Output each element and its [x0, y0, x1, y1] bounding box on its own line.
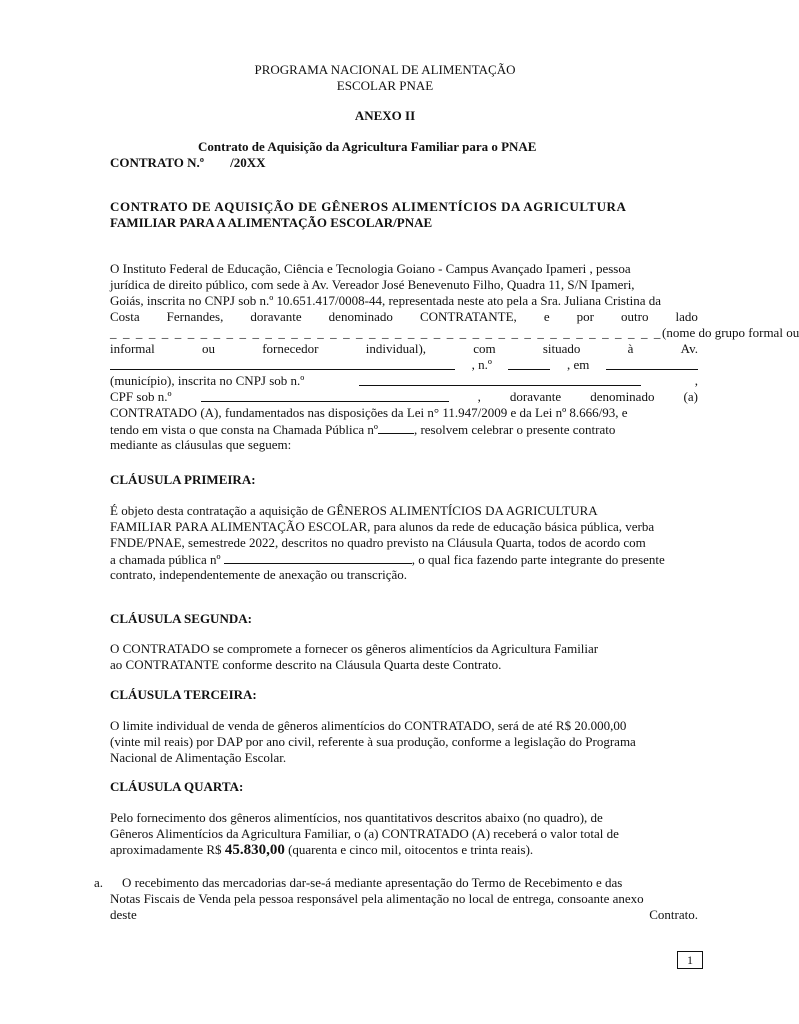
item-line: Notas Fiscais de Venda pela pessoa responsável pela alimentação no local de entrega, consoante anexo [110, 891, 644, 906]
clause-line: Gêneros Alimentícios da Agricultura Familiar, o (a) CONTRATADO (A) receberá o valor total de [110, 826, 619, 841]
intro-line-justified: informal ou fornecedor individual), com situado à Av. [110, 341, 698, 356]
intro-line: CONTRATADO (A), fundamentados nas disposições da Lei n° 11.947/2009 e da Lei nº 8.666/93, e [110, 405, 628, 420]
intro-line-address: , n.º , em [110, 357, 698, 373]
intro-line: tendo em vista o que consta na Chamada Pública nº , resolvem celebrar o presente contrato [110, 422, 616, 437]
item-line: O recebimento das mercadorias dar-se-á mediante apresentação do Termo de Recebimento e das [122, 875, 623, 890]
item-a-body [110, 875, 698, 923]
clause-line: ao CONTRATANTE conforme descrito na Cláusula Quarta deste Contrato. [110, 657, 502, 672]
contract-heading: Contrato de Aquisição da Agricultura Familiar para o PNAE [198, 139, 537, 154]
blank-cpf [201, 389, 449, 402]
clause-line: FAMILIAR PARA ALIMENTAÇÃO ESCOLAR, para alunos da rede de educação básica pública, verba [110, 519, 655, 534]
clause-line: FNDE/PNAE, semestrede 2022, descritos no quadro previsto na Cláusula Quarta, todos de acordo com [110, 535, 646, 550]
blank-cnpj [359, 373, 641, 386]
clause3-body [110, 718, 698, 766]
main-title-line2: FAMILIAR PARA A ALIMENTAÇÃO ESCOLAR/PNAE [110, 215, 433, 230]
contract-number-value: /20XX [230, 155, 266, 170]
blank-call-number [378, 421, 414, 434]
clause-line: Nacional de Alimentação Escolar. [110, 750, 287, 765]
clause-line: O CONTRATADO se compromete a fornecer os gêneros alimentícios da Agricultura Familiar [110, 641, 599, 656]
clause1-title: CLÁUSULA PRIMEIRA: [110, 472, 256, 487]
program-header [0, 62, 770, 94]
annex-title: ANEXO II [354, 108, 416, 123]
intro-line: Goiás, inscrita no CNPJ sob n.º 10.651.417/0008-44, representada neste ato pela a Sra. Juliana Cristina da [110, 293, 662, 308]
intro-paragraph [110, 261, 799, 453]
item-line-justified: deste Contrato. [110, 907, 698, 922]
intro-line: jurídica de direito público, com sede à Av. Vereador José Benevenuto Filho, Quadra 11, S/N Ipameri, [110, 277, 635, 292]
total-value: 45.830,00 [224, 842, 285, 858]
main-title [110, 199, 698, 231]
clause4-title: CLÁUSULA QUARTA: [110, 779, 244, 794]
clause4-body [110, 810, 698, 860]
intro-line: mediante as cláusulas que seguem: [110, 437, 292, 452]
clause2-body [110, 641, 698, 673]
clause-line-total-value: aproximadamente R$ 45.830,00 (quarenta e cinco mil, oitocentos e trinta reais). [110, 842, 534, 858]
clause3-title: CLÁUSULA TERCEIRA: [110, 687, 257, 702]
intro-line-cnpj: (município), inscrita no CNPJ sob n.º , [110, 373, 698, 388]
clause-line: a chamada pública nº , o qual fica fazendo parte integrante do presente [110, 552, 665, 567]
clause-line: O limite individual de venda de gêneros alimentícios do CONTRATADO, será de até R$ 20.000,00 [110, 718, 627, 733]
page-number: 1 [677, 951, 703, 969]
blank-address [110, 357, 455, 370]
intro-line-group-name: _ _ _ _ _ _ _ _ _ _ _ _ _ _ _ _ _ _ _ _ _ _ _ _ _ _ _ _ _ _ _ _ _ _ _ _ _ _ _ _ _ _ _ (nome do grupo formal ou [110, 325, 799, 340]
clause1-body [110, 503, 698, 583]
blank-dashes: _ _ _ _ _ _ _ _ _ _ _ _ _ _ _ _ _ _ _ _ _ _ _ _ _ _ _ _ _ _ _ _ _ _ _ _ _ _ _ _ _ _ _ [110, 325, 662, 340]
contract-number [110, 155, 698, 171]
contract-heading-block [110, 139, 698, 171]
clause-line: É objeto desta contratação a aquisição de GÊNEROS ALIMENTÍCIOS DA AGRICULTURA [110, 503, 598, 518]
program-header-line1: PROGRAMA NACIONAL DE ALIMENTAÇÃO [254, 62, 516, 77]
clause2-title: CLÁUSULA SEGUNDA: [110, 611, 252, 626]
blank-call-number [224, 551, 412, 564]
intro-line: O Instituto Federal de Educação, Ciência e Tecnologia Goiano - Campus Avançado Ipameri , pessoa [110, 261, 631, 276]
main-title-line1: CONTRATO DE AQUISIÇÃO DE GÊNEROS ALIMENTÍCIOS DA AGRICULTURA [110, 199, 627, 214]
clause-line: Pelo fornecimento dos gêneros alimentícios, nos quantitativos descritos abaixo (no quadro), de [110, 810, 603, 825]
contract-number-label: CONTRATO N.º [110, 155, 205, 170]
blank-city [606, 357, 698, 370]
intro-line-cpf: CPF sob n.º , doravante denominado (a) [110, 389, 698, 404]
blank-number [508, 357, 550, 370]
item-a-marker: a. [94, 875, 104, 890]
clause-line: contrato, independentemente de anexação ou transcrição. [110, 567, 408, 582]
intro-line-justified: Costa Fernandes, doravante denominado CONTRATANTE, e por outro lado [110, 309, 698, 324]
program-header-line2: ESCOLAR PNAE [336, 78, 434, 93]
clause-line: (vinte mil reais) por DAP por ano civil, referente à sua produção, conforme a legislação do Programa [110, 734, 636, 749]
